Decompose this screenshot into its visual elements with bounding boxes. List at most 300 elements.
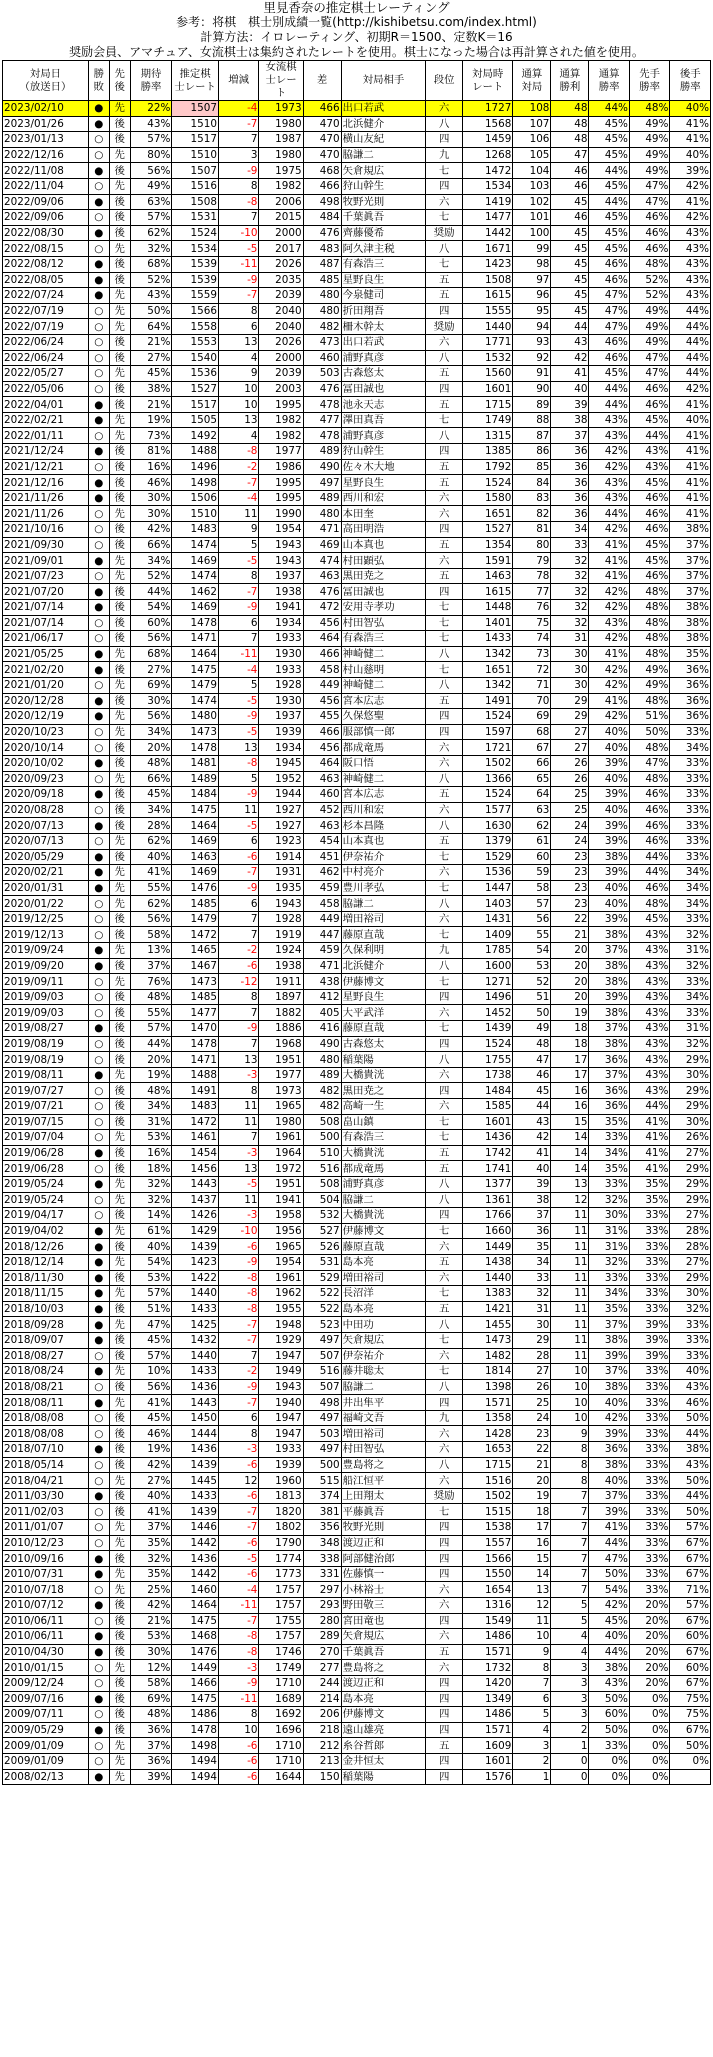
cell-women-rating: 2039 bbox=[259, 366, 303, 382]
table-row bbox=[3, 911, 711, 927]
cell-result: ○ bbox=[88, 1114, 109, 1130]
cell-result: ○ bbox=[88, 1707, 109, 1723]
cell-sente-rate: 33% bbox=[629, 1301, 669, 1317]
cell-total-games: 81 bbox=[513, 522, 551, 538]
cell-women-rating: 1937 bbox=[259, 709, 303, 725]
cell-total-games: 39 bbox=[513, 1176, 551, 1192]
cell-gote-rate: 41% bbox=[670, 132, 711, 148]
cell-women-rating: 1965 bbox=[259, 1239, 303, 1255]
cell-dan: 七 bbox=[426, 631, 463, 647]
table-row bbox=[3, 896, 711, 912]
cell-gote-rate: 40% bbox=[670, 147, 711, 163]
cell-women-rating: 1696 bbox=[259, 1722, 303, 1738]
cell-result: ● bbox=[88, 1176, 109, 1192]
cell-expected-rate: 43% bbox=[130, 116, 172, 132]
cell-expected-rate: 41% bbox=[130, 865, 172, 881]
cell-opponent: 古森悠太 bbox=[341, 366, 426, 382]
cell-sente-rate: 49% bbox=[629, 132, 669, 148]
cell-diff: 480 bbox=[303, 506, 341, 522]
cell-total-rate: 45% bbox=[589, 225, 629, 241]
cell-women-rating: 1644 bbox=[259, 1769, 303, 1785]
cell-total-games: 16 bbox=[513, 1535, 551, 1551]
cell-game-rating: 1749 bbox=[463, 412, 513, 428]
cell-women-rating: 1952 bbox=[259, 771, 303, 787]
cell-total-games: 82 bbox=[513, 506, 551, 522]
cell-date: 2018/12/14 bbox=[3, 1254, 89, 1270]
cell-sente-rate: 33% bbox=[629, 1395, 669, 1411]
cell-result: ○ bbox=[88, 459, 109, 475]
cell-result: ● bbox=[88, 272, 109, 288]
cell-date: 2018/08/08 bbox=[3, 1426, 89, 1442]
cell-change: -6 bbox=[218, 1769, 258, 1785]
cell-total-wins: 7 bbox=[551, 1582, 589, 1598]
cell-game-rating: 1472 bbox=[463, 163, 513, 179]
cell-expected-rate: 27% bbox=[130, 350, 172, 366]
cell-total-rate: 41% bbox=[589, 693, 629, 709]
cell-game-rating: 1580 bbox=[463, 490, 513, 506]
cell-result: ○ bbox=[88, 740, 109, 756]
cell-total-wins: 5 bbox=[551, 1613, 589, 1629]
cell-dan: 八 bbox=[426, 646, 463, 662]
cell-opponent: 伊奈祐介 bbox=[341, 1348, 426, 1364]
cell-total-games: 43 bbox=[513, 1114, 551, 1130]
cell-game-rating: 1792 bbox=[463, 459, 513, 475]
cell-turn: 後 bbox=[109, 1426, 130, 1442]
cell-diff: 500 bbox=[303, 1457, 341, 1473]
cell-change: 10 bbox=[218, 381, 258, 397]
cell-total-rate: 39% bbox=[589, 865, 629, 881]
cell-est-rating: 1464 bbox=[172, 818, 219, 834]
cell-total-games: 30 bbox=[513, 1317, 551, 1333]
cell-total-wins: 17 bbox=[551, 1052, 589, 1068]
cell-expected-rate: 69% bbox=[130, 1691, 172, 1707]
cell-date: 2019/09/11 bbox=[3, 974, 89, 990]
cell-date: 2018/07/10 bbox=[3, 1442, 89, 1458]
cell-date: 2020/08/28 bbox=[3, 802, 89, 818]
cell-opponent: 横山友紀 bbox=[341, 132, 426, 148]
cell-total-games: 15 bbox=[513, 1551, 551, 1567]
cell-total-games: 53 bbox=[513, 958, 551, 974]
cell-diff: 460 bbox=[303, 787, 341, 803]
cell-total-games: 3 bbox=[513, 1738, 551, 1754]
cell-diff: 464 bbox=[303, 631, 341, 647]
cell-diff: 374 bbox=[303, 1488, 341, 1504]
cell-total-wins: 48 bbox=[551, 116, 589, 132]
cell-diff: 459 bbox=[303, 943, 341, 959]
cell-dan: 七 bbox=[426, 1114, 463, 1130]
cell-diff: 289 bbox=[303, 1629, 341, 1645]
cell-sente-rate: 46% bbox=[629, 225, 669, 241]
cell-opponent: 畠山鎮 bbox=[341, 1114, 426, 1130]
cell-expected-rate: 36% bbox=[130, 1753, 172, 1769]
cell-result: ○ bbox=[88, 1052, 109, 1068]
cell-dan: 五 bbox=[426, 366, 463, 382]
cell-gote-rate: 38% bbox=[670, 522, 711, 538]
cell-diff: 482 bbox=[303, 1083, 341, 1099]
cell-total-wins: 32 bbox=[551, 584, 589, 600]
cell-turn: 後 bbox=[109, 802, 130, 818]
cell-opponent: 阿部健治郎 bbox=[341, 1551, 426, 1567]
table-row bbox=[3, 927, 711, 943]
cell-women-rating: 1964 bbox=[259, 1145, 303, 1161]
cell-sente-rate: 46% bbox=[629, 802, 669, 818]
cell-sente-rate: 33% bbox=[629, 1442, 669, 1458]
cell-expected-rate: 34% bbox=[130, 1099, 172, 1115]
cell-result: ○ bbox=[88, 911, 109, 927]
cell-women-rating: 1911 bbox=[259, 974, 303, 990]
cell-change: -3 bbox=[218, 1145, 258, 1161]
cell-change: -7 bbox=[218, 288, 258, 304]
cell-women-rating: 1986 bbox=[259, 459, 303, 475]
cell-change: -7 bbox=[218, 1504, 258, 1520]
cell-dan: 四 bbox=[426, 724, 463, 740]
cell-total-games: 84 bbox=[513, 475, 551, 491]
cell-gote-rate: 44% bbox=[670, 366, 711, 382]
cell-turn: 後 bbox=[109, 631, 130, 647]
cell-total-games: 63 bbox=[513, 802, 551, 818]
cell-sente-rate: 52% bbox=[629, 272, 669, 288]
cell-turn: 後 bbox=[109, 740, 130, 756]
cell-game-rating: 1654 bbox=[463, 1582, 513, 1598]
cell-gote-rate: 33% bbox=[670, 1005, 711, 1021]
cell-dan: 五 bbox=[426, 1161, 463, 1177]
cell-sente-rate: 43% bbox=[629, 1005, 669, 1021]
cell-expected-rate: 19% bbox=[130, 1067, 172, 1083]
cell-diff: 522 bbox=[303, 1301, 341, 1317]
cell-turn: 先 bbox=[109, 1566, 130, 1582]
cell-total-rate: 60% bbox=[589, 1707, 629, 1723]
cell-expected-rate: 40% bbox=[130, 1488, 172, 1504]
cell-dan: 七 bbox=[426, 256, 463, 272]
cell-result: ○ bbox=[88, 1520, 109, 1536]
cell-total-rate: 38% bbox=[589, 1332, 629, 1348]
cell-result: ○ bbox=[88, 771, 109, 787]
cell-total-games: 85 bbox=[513, 459, 551, 475]
cell-change: -9 bbox=[218, 600, 258, 616]
cell-change: -8 bbox=[218, 1644, 258, 1660]
cell-date: 2021/01/20 bbox=[3, 677, 89, 693]
cell-result: ● bbox=[88, 225, 109, 241]
cell-total-rate: 38% bbox=[589, 958, 629, 974]
cell-turn: 後 bbox=[109, 1551, 130, 1567]
cell-gote-rate: 31% bbox=[670, 1021, 711, 1037]
cell-women-rating: 1980 bbox=[259, 1114, 303, 1130]
cell-expected-rate: 37% bbox=[130, 1520, 172, 1536]
cell-total-rate: 42% bbox=[589, 631, 629, 647]
cell-diff: 516 bbox=[303, 1161, 341, 1177]
cell-women-rating: 1944 bbox=[259, 787, 303, 803]
cell-total-wins: 45 bbox=[551, 241, 589, 257]
cell-turn: 後 bbox=[109, 490, 130, 506]
cell-expected-rate: 55% bbox=[130, 880, 172, 896]
cell-total-rate: 41% bbox=[589, 553, 629, 569]
cell-est-rating: 1496 bbox=[172, 459, 219, 475]
cell-dan: 八 bbox=[426, 116, 463, 132]
cell-sente-rate: 43% bbox=[629, 958, 669, 974]
cell-turn: 後 bbox=[109, 1005, 130, 1021]
cell-game-rating: 1438 bbox=[463, 1254, 513, 1270]
cell-gote-rate: 29% bbox=[670, 1192, 711, 1208]
cell-sente-rate: 52% bbox=[629, 288, 669, 304]
cell-game-rating: 1440 bbox=[463, 319, 513, 335]
cell-expected-rate: 76% bbox=[130, 974, 172, 990]
cell-expected-rate: 46% bbox=[130, 1426, 172, 1442]
table-row bbox=[3, 1660, 711, 1676]
cell-result: ○ bbox=[88, 1348, 109, 1364]
cell-game-rating: 1398 bbox=[463, 1379, 513, 1395]
cell-dan: 五 bbox=[426, 397, 463, 413]
cell-total-wins: 18 bbox=[551, 1021, 589, 1037]
cell-diff: 455 bbox=[303, 709, 341, 725]
cell-sente-rate: 39% bbox=[629, 1332, 669, 1348]
cell-dan: 九 bbox=[426, 1410, 463, 1426]
cell-dan: 八 bbox=[426, 1176, 463, 1192]
cell-women-rating: 1774 bbox=[259, 1551, 303, 1567]
cell-date: 2020/12/28 bbox=[3, 693, 89, 709]
cell-opponent: 山本真也 bbox=[341, 537, 426, 553]
cell-game-rating: 1601 bbox=[463, 1753, 513, 1769]
cell-opponent: 脇謙二 bbox=[341, 147, 426, 163]
cell-result: ● bbox=[88, 865, 109, 881]
cell-total-wins: 11 bbox=[551, 1348, 589, 1364]
cell-change: 8 bbox=[218, 1426, 258, 1442]
cell-total-rate: 32% bbox=[589, 1192, 629, 1208]
table-row bbox=[3, 1083, 711, 1099]
cell-turn: 後 bbox=[109, 381, 130, 397]
cell-est-rating: 1475 bbox=[172, 1613, 219, 1629]
cell-expected-rate: 58% bbox=[130, 927, 172, 943]
cell-total-rate: 38% bbox=[589, 1005, 629, 1021]
cell-opponent: 船江恒平 bbox=[341, 1473, 426, 1489]
cell-est-rating: 1432 bbox=[172, 1332, 219, 1348]
cell-change: 8 bbox=[218, 178, 258, 194]
cell-date: 2022/06/24 bbox=[3, 350, 89, 366]
cell-women-rating: 1757 bbox=[259, 1629, 303, 1645]
table-row bbox=[3, 444, 711, 460]
cell-date: 2018/09/07 bbox=[3, 1332, 89, 1348]
cell-total-games: 86 bbox=[513, 444, 551, 460]
cell-total-wins: 7 bbox=[551, 1551, 589, 1567]
cell-total-games: 51 bbox=[513, 989, 551, 1005]
cell-expected-rate: 44% bbox=[130, 1036, 172, 1052]
cell-expected-rate: 34% bbox=[130, 802, 172, 818]
cell-total-games: 21 bbox=[513, 1457, 551, 1473]
cell-opponent: 千葉眞吾 bbox=[341, 1644, 426, 1660]
cell-gote-rate: 33% bbox=[670, 755, 711, 771]
cell-total-games: 101 bbox=[513, 210, 551, 226]
cell-total-games: 25 bbox=[513, 1395, 551, 1411]
table-row bbox=[3, 1566, 711, 1582]
table-row bbox=[3, 943, 711, 959]
cell-total-wins: 14 bbox=[551, 1161, 589, 1177]
cell-total-wins: 16 bbox=[551, 1099, 589, 1115]
cell-total-rate: 41% bbox=[589, 537, 629, 553]
cell-game-rating: 1433 bbox=[463, 631, 513, 647]
cell-est-rating: 1486 bbox=[172, 1707, 219, 1723]
cell-total-games: 40 bbox=[513, 1161, 551, 1177]
cell-total-games: 65 bbox=[513, 771, 551, 787]
cell-opponent: 伊奈祐介 bbox=[341, 849, 426, 865]
cell-dan: 七 bbox=[426, 1332, 463, 1348]
cell-total-rate: 37% bbox=[589, 943, 629, 959]
cell-game-rating: 1577 bbox=[463, 802, 513, 818]
cell-total-rate: 41% bbox=[589, 646, 629, 662]
cell-turn: 先 bbox=[109, 833, 130, 849]
cell-result: ○ bbox=[88, 1426, 109, 1442]
cell-turn: 先 bbox=[109, 1364, 130, 1380]
cell-gote-rate: 67% bbox=[670, 1551, 711, 1567]
cell-change: -12 bbox=[218, 974, 258, 990]
cell-game-rating: 1557 bbox=[463, 1535, 513, 1551]
table-row bbox=[3, 381, 711, 397]
cell-turn: 先 bbox=[109, 303, 130, 319]
cell-dan: 八 bbox=[426, 241, 463, 257]
cell-sente-rate: 43% bbox=[629, 1036, 669, 1052]
cell-date: 2022/05/27 bbox=[3, 366, 89, 382]
cell-total-wins: 32 bbox=[551, 615, 589, 631]
cell-turn: 先 bbox=[109, 943, 130, 959]
cell-total-games: 36 bbox=[513, 1223, 551, 1239]
cell-total-wins: 10 bbox=[551, 1379, 589, 1395]
cell-diff: 297 bbox=[303, 1582, 341, 1598]
cell-sente-rate: 33% bbox=[629, 1488, 669, 1504]
cell-date: 2021/09/01 bbox=[3, 553, 89, 569]
cell-opponent: 福崎文吾 bbox=[341, 1410, 426, 1426]
cell-gote-rate: 71% bbox=[670, 1582, 711, 1598]
cell-opponent: 牧野光則 bbox=[341, 1520, 426, 1536]
cell-total-rate: 50% bbox=[589, 1722, 629, 1738]
cell-women-rating: 1940 bbox=[259, 1395, 303, 1411]
cell-women-rating: 1980 bbox=[259, 116, 303, 132]
table-row bbox=[3, 818, 711, 834]
cell-game-rating: 1442 bbox=[463, 225, 513, 241]
cell-opponent: 渡辺正和 bbox=[341, 1675, 426, 1691]
cell-total-rate: 40% bbox=[589, 1473, 629, 1489]
cell-date: 2022/01/11 bbox=[3, 428, 89, 444]
cell-est-rating: 1464 bbox=[172, 646, 219, 662]
cell-expected-rate: 56% bbox=[130, 163, 172, 179]
cell-gote-rate: 29% bbox=[670, 1083, 711, 1099]
table-row bbox=[3, 1613, 711, 1629]
cell-sente-rate: 47% bbox=[629, 350, 669, 366]
cell-total-games: 88 bbox=[513, 412, 551, 428]
cell-expected-rate: 66% bbox=[130, 771, 172, 787]
cell-date: 2019/05/24 bbox=[3, 1176, 89, 1192]
cell-change: -5 bbox=[218, 818, 258, 834]
cell-opponent: 村田智弘 bbox=[341, 615, 426, 631]
cell-women-rating: 1954 bbox=[259, 1254, 303, 1270]
cell-change: 4 bbox=[218, 428, 258, 444]
cell-expected-rate: 56% bbox=[130, 631, 172, 647]
cell-gote-rate: 43% bbox=[670, 256, 711, 272]
cell-total-wins: 48 bbox=[551, 132, 589, 148]
table-row bbox=[3, 116, 711, 132]
cell-est-rating: 1539 bbox=[172, 256, 219, 272]
cell-est-rating: 1468 bbox=[172, 1629, 219, 1645]
table-row bbox=[3, 288, 711, 304]
cell-total-games: 38 bbox=[513, 1192, 551, 1208]
table-row bbox=[3, 631, 711, 647]
cell-dan: 六 bbox=[426, 194, 463, 210]
cell-turn: 先 bbox=[109, 880, 130, 896]
cell-game-rating: 1771 bbox=[463, 334, 513, 350]
cell-result: ● bbox=[88, 288, 109, 304]
cell-total-wins: 3 bbox=[551, 1707, 589, 1723]
cell-total-rate: 42% bbox=[589, 1598, 629, 1614]
table-row bbox=[3, 771, 711, 787]
cell-date: 2018/08/08 bbox=[3, 1410, 89, 1426]
cell-total-games: 47 bbox=[513, 1052, 551, 1068]
cell-opponent: 高崎一生 bbox=[341, 1099, 426, 1115]
cell-date: 2022/02/21 bbox=[3, 412, 89, 428]
cell-dan: 六 bbox=[426, 802, 463, 818]
cell-turn: 後 bbox=[109, 787, 130, 803]
table-row bbox=[3, 553, 711, 569]
table-row bbox=[3, 1535, 711, 1551]
cell-diff: 212 bbox=[303, 1738, 341, 1754]
cell-game-rating: 1449 bbox=[463, 1239, 513, 1255]
table-row bbox=[3, 1379, 711, 1395]
cell-total-games: 50 bbox=[513, 1005, 551, 1021]
cell-opponent: 有森浩三 bbox=[341, 631, 426, 647]
cell-est-rating: 1492 bbox=[172, 428, 219, 444]
cell-sente-rate: 45% bbox=[629, 475, 669, 491]
cell-total-wins: 9 bbox=[551, 1426, 589, 1442]
cell-total-games: 87 bbox=[513, 428, 551, 444]
cell-game-rating: 1560 bbox=[463, 366, 513, 382]
cell-total-games: 78 bbox=[513, 568, 551, 584]
cell-est-rating: 1426 bbox=[172, 1208, 219, 1224]
cell-opponent: 大橋貴洸 bbox=[341, 1145, 426, 1161]
cell-change: -2 bbox=[218, 943, 258, 959]
cell-sente-rate: 0% bbox=[629, 1769, 669, 1785]
cell-dan: 六 bbox=[426, 911, 463, 927]
cell-result: ○ bbox=[88, 1473, 109, 1489]
cell-game-rating: 1601 bbox=[463, 381, 513, 397]
cell-expected-rate: 49% bbox=[130, 178, 172, 194]
cell-change: 6 bbox=[218, 896, 258, 912]
cell-diff: 478 bbox=[303, 397, 341, 413]
cell-opponent: 藤原直哉 bbox=[341, 1021, 426, 1037]
cell-sente-rate: 49% bbox=[629, 677, 669, 693]
cell-opponent: 渡辺正和 bbox=[341, 1535, 426, 1551]
cell-women-rating: 1982 bbox=[259, 178, 303, 194]
cell-opponent: 宮本広志 bbox=[341, 693, 426, 709]
cell-game-rating: 1342 bbox=[463, 646, 513, 662]
cell-total-games: 75 bbox=[513, 615, 551, 631]
cell-change: -9 bbox=[218, 1021, 258, 1037]
cell-gote-rate: 67% bbox=[670, 1535, 711, 1551]
cell-sente-rate: 44% bbox=[629, 1099, 669, 1115]
cell-gote-rate: 34% bbox=[670, 989, 711, 1005]
cell-sente-rate: 51% bbox=[629, 709, 669, 725]
cell-diff: 449 bbox=[303, 677, 341, 693]
cell-total-games: 73 bbox=[513, 646, 551, 662]
cell-diff: 213 bbox=[303, 1753, 341, 1769]
cell-opponent: 狩山幹生 bbox=[341, 178, 426, 194]
cell-sente-rate: 45% bbox=[629, 553, 669, 569]
cell-sente-rate: 49% bbox=[629, 163, 669, 179]
cell-diff: 356 bbox=[303, 1520, 341, 1536]
cell-result: ● bbox=[88, 1067, 109, 1083]
cell-diff: 470 bbox=[303, 116, 341, 132]
table-row bbox=[3, 677, 711, 693]
cell-change: -5 bbox=[218, 724, 258, 740]
cell-gote-rate: 37% bbox=[670, 537, 711, 553]
cell-change: 13 bbox=[218, 334, 258, 350]
cell-change: 7 bbox=[218, 927, 258, 943]
cell-diff: 489 bbox=[303, 444, 341, 460]
